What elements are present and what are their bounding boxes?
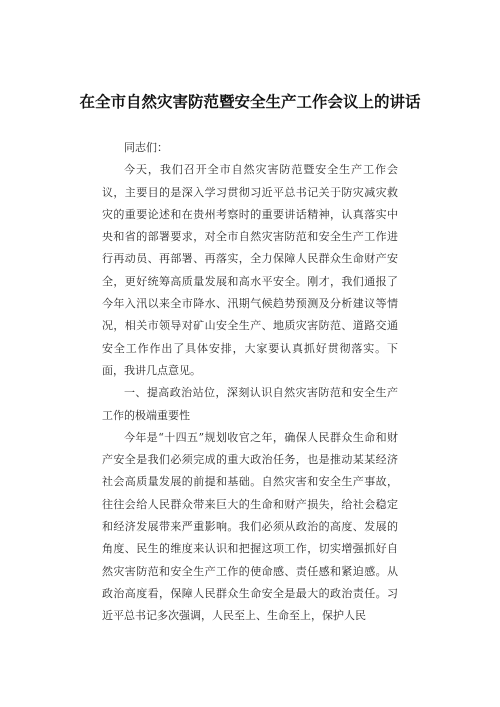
intro-paragraph: 今天，我们召开全市自然灾害防范暨安全生产工作会议，主要目的是深入学习贯彻习近平总书记关于防灾减灾救灾的重要论述和在贵州考察时的重要讲话精神，认真落实中央和省的部署要求，对全市自然灾害防范和安全生产工作进行再动员、再部署、再落实，全力保障人民群众生命财产安全，更好统筹高质量发展和高水平安全。刚才，我们通报了今年入汛以来全市降水、汛期气候趋势预测及分析建议等情况，相关市领导对矿山安全生产、地质灾害防范、道路交通安全工作作出了具体安排，大家要认真抓好贯彻落实。下面，我讲几点意见。: [102, 163, 398, 377]
body-paragraph: 今年是“十四五”规划收官之年，确保人民群众生命和财产安全是我们必须完成的重大政治任务，也是推动某某经济社会高质量发展的前提和基础。自然灾害和安全生产事故，往往会给人民群众带来巨大的生命和财产损失，给社会稳定和经济发展带来严重影响。我们必须从政治的高度、发展的角度、民生的维度来认识和把握这项工作，切实增强抓好自然灾害防范和安全生产工作的使命感、责任感和紧迫感。从政治高度看，保障人民群众生命安全是最大的政治责任。习近平总书记多次强调，人民至上、生命至上，保护人民: [102, 430, 398, 623]
document-body: [102, 137, 398, 628]
document-title: 在全市自然灾害防范暨安全生产工作会议上的讲话: [79, 93, 421, 111]
section-heading: 一、提高政治站位，深刻认识自然灾害防范和安全生产工作的极端重要性: [102, 386, 398, 422]
salutation-paragraph: 同志们：: [124, 141, 168, 154]
